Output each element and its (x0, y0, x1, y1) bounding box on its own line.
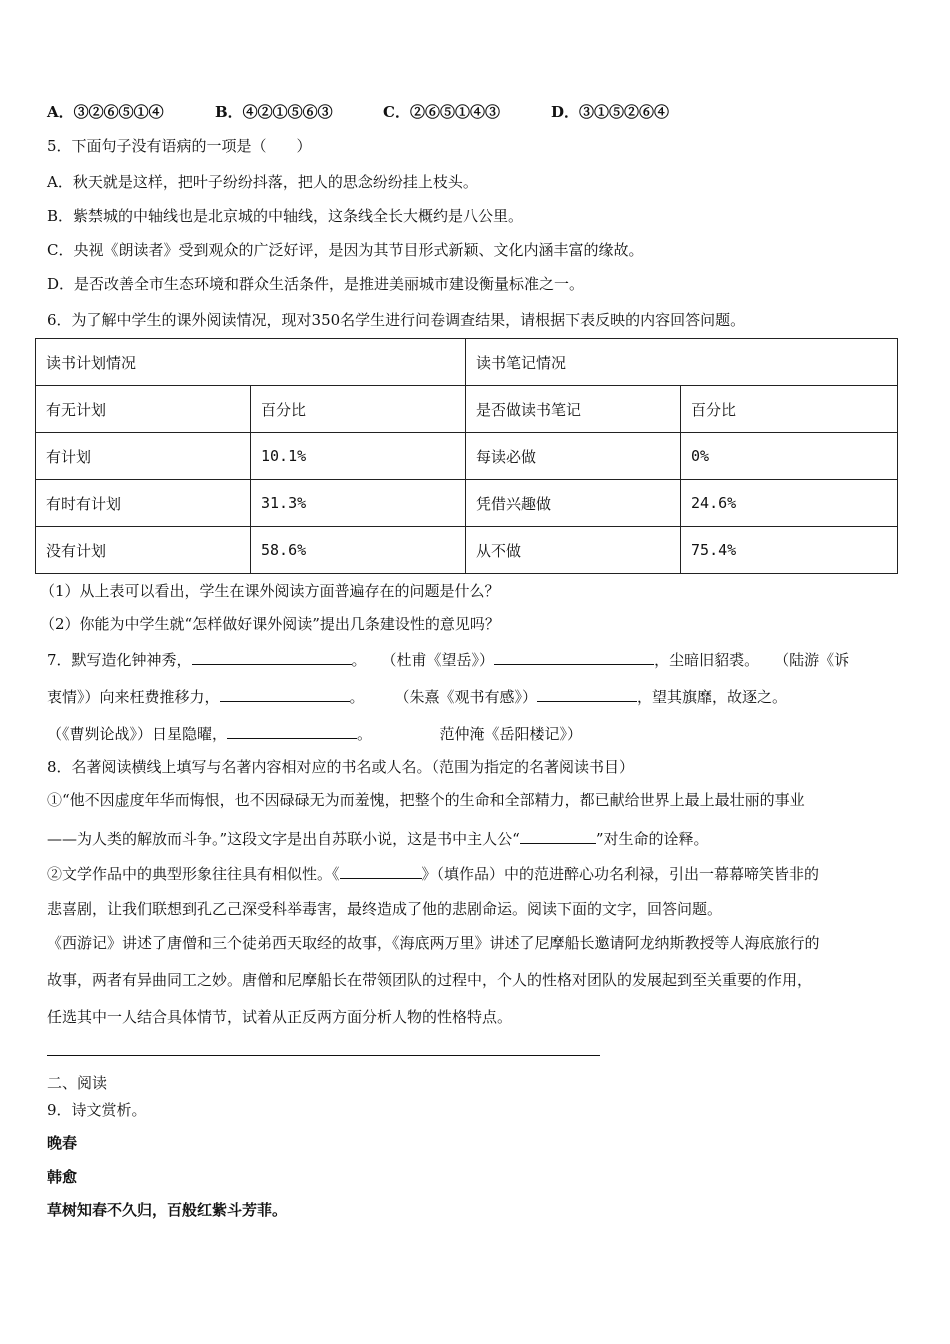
answer-blank[interactable] (220, 685, 350, 702)
column-header: 是否做读书笔记 (466, 386, 681, 433)
answer-blank[interactable] (494, 648, 654, 665)
q8-paragraph-1-cont (47, 827, 709, 849)
poem-author: 韩愈 (47, 1168, 78, 1186)
table-cell: 10.1% (251, 433, 466, 480)
q7-text: 。 范仲淹《岳阳楼记》） (357, 725, 583, 743)
q7-text: （《曹刿论战》）日星隐曜， (47, 725, 228, 743)
poem-line: 草树知春不久归，百般红紫斗芳菲。 (47, 1201, 288, 1219)
q8-paragraph-1: ①“他不因虚度年华而悔恨，也不因碌碌无为而羞愧，把整个的生命和全部精力，都已献给世界上最上最壮丽的事业 (47, 791, 805, 809)
q4-option-a: A．③②⑥⑤①④ (47, 103, 164, 121)
group-reading-plan: 读书计划情况 (36, 339, 466, 386)
q4-options (47, 102, 669, 122)
q7-line-1 (47, 648, 849, 670)
q5-option-d: D．是否改善全市生态环境和群众生活条件，是推进美丽城市建设衡量标准之一。 (47, 275, 585, 293)
q8-paragraph-2-cont: 悲喜剧，让我们联想到孔乙己深受科举毒害，最终造成了他的悲剧命运。阅读下面的文字，回答问题。 (47, 900, 723, 918)
q4-option-c: C．②⑥⑤①④③ (383, 103, 500, 121)
table-header-row (36, 386, 898, 433)
table-row (36, 527, 898, 574)
table-cell: 有计划 (36, 433, 251, 480)
table-cell: 每读必做 (466, 433, 681, 480)
q5-option-c: C．央视《朗读者》受到观众的广泛好评，是因为其节目形式新颖、文化内涵丰富的缘故。 (47, 241, 644, 259)
column-header: 百分比 (681, 386, 898, 433)
answer-line[interactable] (47, 1055, 600, 1056)
table-cell: 从不做 (466, 527, 681, 574)
q8-text: ”对生命的诠释。 (595, 830, 709, 848)
q7-text: ，望其旗靡，故逐之。 (637, 688, 788, 706)
answer-blank[interactable] (340, 862, 422, 879)
table-cell: 凭借兴趣做 (466, 480, 681, 527)
q8-text: ——为人类的解放而斗争。”这段文字是出自苏联小说，这是书中主人公“ (47, 830, 520, 848)
q7-text: 。 （杜甫《望岳》） (351, 651, 495, 669)
q8-paragraph-3-cont: 故事，两者有异曲同工之妙。唐僧和尼摩船长在带领团队的过程中，个人的性格对团队的发展起到至关重要的作用， (47, 971, 813, 989)
answer-blank[interactable] (520, 827, 596, 844)
q7-line-2 (47, 685, 787, 707)
q5-option-a: A．秋天就是这样，把叶子纷纷抖落，把人的思念纷纷挂上枝头。 (47, 173, 478, 191)
q6-sub-question-1: （1）从上表可以看出，学生在课外阅读方面普遍存在的问题是什么？ (40, 582, 500, 600)
poem-title: 晚春 (47, 1134, 78, 1152)
section-title: 二、阅读 (47, 1074, 108, 1092)
q6-stem: 6．为了解中学生的课外阅读情况，现对350名学生进行问卷调查结果，请根据下表反映的内容回答问题。 (47, 311, 746, 329)
q5-stem: 5．下面句子没有语病的一项是（ ） (47, 137, 312, 155)
table-cell: 有时有计划 (36, 480, 251, 527)
q4-option-b: B．④②①⑤⑥③ (215, 103, 333, 121)
answer-blank[interactable] (227, 722, 357, 739)
q7-text: 7．默写造化钟神秀， (47, 651, 192, 669)
reading-survey-table (35, 338, 898, 574)
q8-text: ②文学作品中的典型形象往往具有相似性。《 (47, 865, 340, 883)
q8-paragraph-3-end: 任选其中一人结合具体情节，试着从正反两方面分析人物的性格特点。 (47, 1008, 513, 1026)
q8-paragraph-2 (47, 862, 819, 884)
column-header: 有无计划 (36, 386, 251, 433)
table-cell: 24.6% (681, 480, 898, 527)
table-row (36, 433, 898, 480)
q8-stem: 8．名著阅读横线上填写与名著内容相对应的书名或人名。（范围为指定的名著阅读书目） (47, 758, 635, 776)
table-cell: 没有计划 (36, 527, 251, 574)
q7-line-3 (47, 722, 582, 744)
column-header: 百分比 (251, 386, 466, 433)
answer-blank[interactable] (537, 685, 637, 702)
group-reading-notes: 读书笔记情况 (466, 339, 898, 386)
q4-option-d: D．③①⑤②⑥④ (551, 103, 670, 121)
answer-blank[interactable] (192, 648, 352, 665)
q7-text: 。 （朱熹《观书有感》） (349, 688, 538, 706)
q7-text: ，尘暗旧貂裘。 （陆游《诉 (654, 651, 850, 669)
table-cell: 0% (681, 433, 898, 480)
q9-stem: 9．诗文赏析。 (47, 1101, 147, 1119)
q5-option-b: B．紫禁城的中轴线也是北京城的中轴线，这条线全长大概约是八公里。 (47, 207, 524, 225)
q7-text: 衷情》）向来枉费推移力， (47, 688, 220, 706)
table-group-header-row (36, 339, 898, 386)
q8-paragraph-3: 《西游记》讲述了唐僧和三个徒弟西天取经的故事，《海底两万里》讲述了尼摩船长邀请阿龙纳斯教授等人海底旅行的 (47, 934, 820, 952)
table-cell: 58.6% (251, 527, 466, 574)
q8-text: 》（填作品）中的范进醉心功名利禄，引出一幕幕啼笑皆非的 (421, 865, 820, 883)
q6-sub-question-2: （2）你能为中学生就“怎样做好课外阅读”提出几条建设性的意见吗？ (40, 615, 500, 633)
table-cell: 75.4% (681, 527, 898, 574)
table-cell: 31.3% (251, 480, 466, 527)
table-row (36, 480, 898, 527)
